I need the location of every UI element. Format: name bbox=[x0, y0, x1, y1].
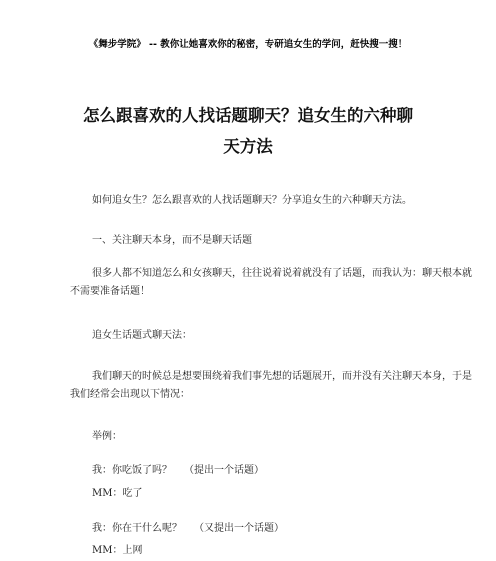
paragraph-3-line-2: 我们经常会出现以下情况： bbox=[70, 389, 190, 400]
paragraph-3-line-1: 我们聊天的时候总是想要围绕着我们事先想的话题展开，而并没有关注聊天本身，于是 bbox=[92, 371, 472, 382]
section-heading-1 bbox=[76, 232, 436, 250]
paragraph-2 bbox=[76, 327, 436, 345]
paragraph-1-line-1: 很多人都不知道怎么和女孩聊天，往往说着说着就没有了话题，而我认为：聊天根本就 bbox=[92, 268, 472, 279]
dialog-line-3 bbox=[76, 520, 436, 538]
intro-paragraph bbox=[76, 192, 436, 210]
document-title bbox=[70, 100, 426, 162]
dialog-speaker-1: 我：你吃饭了吗？ bbox=[92, 465, 172, 476]
example-label-text: 举例： bbox=[92, 431, 122, 442]
dialog-speaker-4: MM：上网 bbox=[92, 545, 143, 556]
paragraph-1 bbox=[70, 265, 472, 301]
paragraph-1-line-2: 不需要准备话题！ bbox=[70, 286, 150, 297]
document-header: 《舞步学院》 -- 教你让她喜欢你的秘密，专研追女生的学问，赶快搜一搜！ bbox=[88, 39, 408, 50]
dialog-line-1 bbox=[76, 462, 436, 480]
title-line-2: 天方法 bbox=[223, 137, 273, 156]
title-line-1: 怎么跟喜欢的人找话题聊天？追女生的六种聊 bbox=[83, 106, 413, 125]
dialog-line-2 bbox=[76, 485, 436, 503]
dialog-line-4 bbox=[76, 542, 436, 560]
paragraph-3 bbox=[70, 368, 472, 404]
example-label bbox=[76, 428, 436, 446]
dialog-speaker-3: 我：你在干什么呢？ bbox=[92, 523, 182, 534]
dialog-speaker-2: MM：吃了 bbox=[92, 488, 143, 499]
intro-text: 如何追女生？怎么跟喜欢的人找话题聊天？分享追女生的六种聊天方法。 bbox=[92, 195, 412, 206]
paragraph-2-text: 追女生话题式聊天法： bbox=[92, 330, 192, 341]
section-heading-text: 一、关注聊天本身，而不是聊天话题 bbox=[92, 235, 252, 246]
dialog-note-1: （提出一个话题） bbox=[184, 465, 264, 476]
dialog-note-3: （又提出一个话题） bbox=[194, 523, 284, 534]
